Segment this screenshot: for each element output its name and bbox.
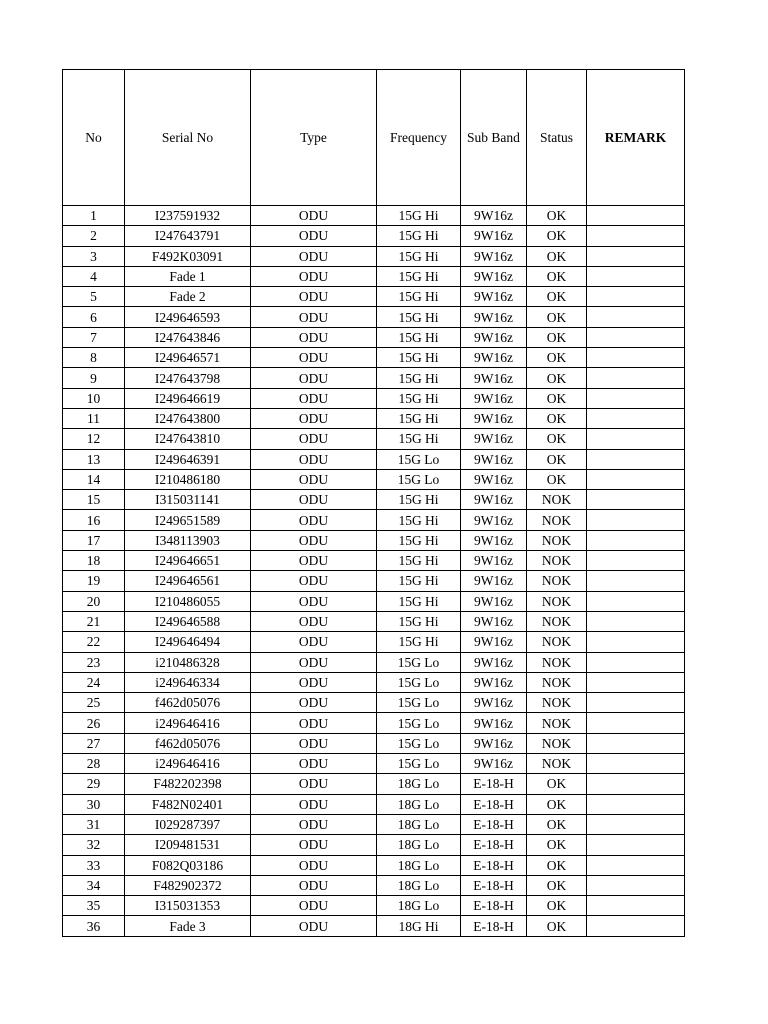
- cell-type: ODU: [251, 327, 377, 347]
- cell-sub-band: 9W16z: [461, 733, 527, 753]
- cell-no: 17: [63, 530, 125, 550]
- cell-frequency: 18G Lo: [377, 835, 461, 855]
- cell-type: ODU: [251, 916, 377, 936]
- table-row: [63, 794, 685, 814]
- cell-status: OK: [527, 287, 587, 307]
- cell-status: OK: [527, 348, 587, 368]
- cell-no: 25: [63, 693, 125, 713]
- cell-serial-no: I249646593: [125, 307, 251, 327]
- cell-status: OK: [527, 226, 587, 246]
- cell-frequency: 15G Hi: [377, 246, 461, 266]
- cell-sub-band: 9W16z: [461, 591, 527, 611]
- table-row: [63, 916, 685, 936]
- cell-type: ODU: [251, 388, 377, 408]
- cell-no: 34: [63, 875, 125, 895]
- table-header: [63, 70, 685, 206]
- cell-no: 10: [63, 388, 125, 408]
- cell-no: 26: [63, 713, 125, 733]
- cell-status: NOK: [527, 652, 587, 672]
- cell-sub-band: 9W16z: [461, 754, 527, 774]
- cell-serial-no: I315031353: [125, 896, 251, 916]
- cell-no: 9: [63, 368, 125, 388]
- cell-frequency: 15G Hi: [377, 327, 461, 347]
- cell-sub-band: 9W16z: [461, 490, 527, 510]
- header-type: Type: [251, 70, 377, 206]
- inventory-table: [62, 69, 685, 937]
- cell-frequency: 15G Hi: [377, 571, 461, 591]
- cell-frequency: 15G Hi: [377, 287, 461, 307]
- cell-sub-band: 9W16z: [461, 266, 527, 286]
- cell-serial-no: I315031141: [125, 490, 251, 510]
- cell-type: ODU: [251, 591, 377, 611]
- cell-status: NOK: [527, 490, 587, 510]
- table-row: [63, 408, 685, 428]
- cell-no: 11: [63, 408, 125, 428]
- cell-remark: [587, 916, 685, 936]
- cell-serial-no: I247643798: [125, 368, 251, 388]
- cell-sub-band: E-18-H: [461, 855, 527, 875]
- cell-status: OK: [527, 246, 587, 266]
- cell-type: ODU: [251, 510, 377, 530]
- cell-sub-band: 9W16z: [461, 206, 527, 226]
- cell-serial-no: I348113903: [125, 530, 251, 550]
- cell-sub-band: 9W16z: [461, 226, 527, 246]
- cell-type: ODU: [251, 754, 377, 774]
- cell-no: 5: [63, 287, 125, 307]
- cell-type: ODU: [251, 693, 377, 713]
- table-row: [63, 307, 685, 327]
- cell-sub-band: 9W16z: [461, 307, 527, 327]
- cell-status: OK: [527, 388, 587, 408]
- table-row: [63, 368, 685, 388]
- cell-serial-no: I249646571: [125, 348, 251, 368]
- table-row: [63, 896, 685, 916]
- table-row: [63, 348, 685, 368]
- cell-type: ODU: [251, 408, 377, 428]
- table-row: [63, 611, 685, 631]
- table-row: [63, 287, 685, 307]
- cell-remark: [587, 835, 685, 855]
- cell-serial-no: f462d05076: [125, 693, 251, 713]
- cell-sub-band: 9W16z: [461, 510, 527, 530]
- table-row: [63, 510, 685, 530]
- cell-type: ODU: [251, 632, 377, 652]
- table-row: [63, 591, 685, 611]
- cell-status: OK: [527, 408, 587, 428]
- cell-status: NOK: [527, 713, 587, 733]
- cell-no: 6: [63, 307, 125, 327]
- cell-frequency: 15G Hi: [377, 490, 461, 510]
- cell-serial-no: I209481531: [125, 835, 251, 855]
- cell-status: OK: [527, 855, 587, 875]
- cell-status: OK: [527, 206, 587, 226]
- cell-type: ODU: [251, 896, 377, 916]
- cell-type: ODU: [251, 794, 377, 814]
- cell-remark: [587, 774, 685, 794]
- cell-serial-no: I249646561: [125, 571, 251, 591]
- table-row: [63, 327, 685, 347]
- cell-sub-band: 9W16z: [461, 348, 527, 368]
- cell-no: 23: [63, 652, 125, 672]
- cell-type: ODU: [251, 206, 377, 226]
- cell-remark: [587, 348, 685, 368]
- cell-no: 36: [63, 916, 125, 936]
- cell-no: 29: [63, 774, 125, 794]
- cell-status: OK: [527, 794, 587, 814]
- cell-no: 2: [63, 226, 125, 246]
- cell-frequency: 15G Hi: [377, 348, 461, 368]
- cell-status: OK: [527, 307, 587, 327]
- cell-no: 14: [63, 469, 125, 489]
- cell-frequency: 15G Hi: [377, 530, 461, 550]
- cell-sub-band: 9W16z: [461, 246, 527, 266]
- cell-remark: [587, 875, 685, 895]
- cell-frequency: 18G Lo: [377, 774, 461, 794]
- cell-type: ODU: [251, 348, 377, 368]
- cell-type: ODU: [251, 551, 377, 571]
- cell-type: ODU: [251, 652, 377, 672]
- cell-type: ODU: [251, 875, 377, 895]
- cell-type: ODU: [251, 226, 377, 246]
- cell-status: NOK: [527, 611, 587, 631]
- cell-no: 24: [63, 672, 125, 692]
- cell-remark: [587, 307, 685, 327]
- cell-frequency: 15G Hi: [377, 632, 461, 652]
- cell-serial-no: Fade 2: [125, 287, 251, 307]
- cell-remark: [587, 632, 685, 652]
- cell-serial-no: I210486055: [125, 591, 251, 611]
- cell-status: NOK: [527, 672, 587, 692]
- cell-sub-band: E-18-H: [461, 896, 527, 916]
- table-row: [63, 855, 685, 875]
- cell-remark: [587, 510, 685, 530]
- cell-frequency: 15G Lo: [377, 449, 461, 469]
- table-row: [63, 429, 685, 449]
- cell-status: NOK: [527, 530, 587, 550]
- cell-status: NOK: [527, 571, 587, 591]
- cell-remark: [587, 206, 685, 226]
- cell-remark: [587, 287, 685, 307]
- table-row: [63, 530, 685, 550]
- table-row: [63, 449, 685, 469]
- header-remark: REMARK: [587, 70, 685, 206]
- cell-remark: [587, 368, 685, 388]
- cell-sub-band: 9W16z: [461, 287, 527, 307]
- cell-status: NOK: [527, 510, 587, 530]
- table-row: [63, 672, 685, 692]
- cell-status: OK: [527, 449, 587, 469]
- cell-no: 30: [63, 794, 125, 814]
- cell-serial-no: I237591932: [125, 206, 251, 226]
- cell-frequency: 18G Lo: [377, 794, 461, 814]
- table-row: [63, 835, 685, 855]
- cell-frequency: 15G Lo: [377, 713, 461, 733]
- cell-frequency: 15G Lo: [377, 754, 461, 774]
- cell-serial-no: f462d05076: [125, 733, 251, 753]
- cell-type: ODU: [251, 733, 377, 753]
- cell-no: 4: [63, 266, 125, 286]
- cell-no: 3: [63, 246, 125, 266]
- cell-frequency: 15G Hi: [377, 551, 461, 571]
- cell-type: ODU: [251, 307, 377, 327]
- cell-type: ODU: [251, 611, 377, 631]
- cell-type: ODU: [251, 530, 377, 550]
- cell-sub-band: 9W16z: [461, 327, 527, 347]
- table-row: [63, 632, 685, 652]
- cell-no: 27: [63, 733, 125, 753]
- cell-sub-band: E-18-H: [461, 814, 527, 834]
- table-row: [63, 713, 685, 733]
- cell-sub-band: 9W16z: [461, 449, 527, 469]
- cell-sub-band: 9W16z: [461, 672, 527, 692]
- cell-serial-no: Fade 1: [125, 266, 251, 286]
- cell-status: OK: [527, 368, 587, 388]
- table-row: [63, 206, 685, 226]
- cell-remark: [587, 794, 685, 814]
- cell-no: 1: [63, 206, 125, 226]
- cell-serial-no: I249646651: [125, 551, 251, 571]
- cell-type: ODU: [251, 469, 377, 489]
- cell-status: NOK: [527, 733, 587, 753]
- cell-no: 16: [63, 510, 125, 530]
- cell-type: ODU: [251, 571, 377, 591]
- cell-serial-no: i249646416: [125, 754, 251, 774]
- cell-remark: [587, 530, 685, 550]
- cell-frequency: 18G Lo: [377, 875, 461, 895]
- cell-no: 28: [63, 754, 125, 774]
- table-row: [63, 814, 685, 834]
- cell-frequency: 15G Hi: [377, 429, 461, 449]
- cell-sub-band: E-18-H: [461, 875, 527, 895]
- table-row: [63, 266, 685, 286]
- cell-status: NOK: [527, 632, 587, 652]
- cell-serial-no: F482902372: [125, 875, 251, 895]
- cell-type: ODU: [251, 449, 377, 469]
- cell-status: NOK: [527, 754, 587, 774]
- table-row: [63, 469, 685, 489]
- cell-remark: [587, 591, 685, 611]
- header-no: No: [63, 70, 125, 206]
- cell-sub-band: 9W16z: [461, 693, 527, 713]
- cell-no: 18: [63, 551, 125, 571]
- cell-remark: [587, 652, 685, 672]
- cell-frequency: 15G Hi: [377, 226, 461, 246]
- table-row: [63, 754, 685, 774]
- cell-no: 7: [63, 327, 125, 347]
- cell-type: ODU: [251, 814, 377, 834]
- table-row: [63, 490, 685, 510]
- cell-remark: [587, 896, 685, 916]
- cell-frequency: 15G Hi: [377, 307, 461, 327]
- cell-status: NOK: [527, 693, 587, 713]
- cell-type: ODU: [251, 266, 377, 286]
- cell-remark: [587, 855, 685, 875]
- table-row: [63, 774, 685, 794]
- header-status: Status: [527, 70, 587, 206]
- table-row: [63, 571, 685, 591]
- cell-remark: [587, 551, 685, 571]
- cell-serial-no: I247643791: [125, 226, 251, 246]
- cell-remark: [587, 388, 685, 408]
- cell-status: NOK: [527, 591, 587, 611]
- cell-no: 20: [63, 591, 125, 611]
- cell-sub-band: E-18-H: [461, 916, 527, 936]
- cell-type: ODU: [251, 835, 377, 855]
- cell-sub-band: 9W16z: [461, 713, 527, 733]
- cell-sub-band: 9W16z: [461, 632, 527, 652]
- table-row: [63, 693, 685, 713]
- cell-frequency: 15G Lo: [377, 672, 461, 692]
- cell-frequency: 15G Lo: [377, 693, 461, 713]
- cell-no: 8: [63, 348, 125, 368]
- cell-frequency: 15G Hi: [377, 611, 461, 631]
- cell-sub-band: E-18-H: [461, 835, 527, 855]
- cell-type: ODU: [251, 429, 377, 449]
- cell-frequency: 18G Lo: [377, 814, 461, 834]
- table-body: [63, 206, 685, 937]
- cell-sub-band: 9W16z: [461, 368, 527, 388]
- cell-type: ODU: [251, 287, 377, 307]
- cell-frequency: 15G Hi: [377, 591, 461, 611]
- cell-frequency: 15G Hi: [377, 388, 461, 408]
- cell-serial-no: I247643846: [125, 327, 251, 347]
- cell-status: OK: [527, 814, 587, 834]
- cell-remark: [587, 571, 685, 591]
- cell-status: OK: [527, 774, 587, 794]
- cell-type: ODU: [251, 368, 377, 388]
- table-row: [63, 246, 685, 266]
- cell-no: 12: [63, 429, 125, 449]
- cell-sub-band: E-18-H: [461, 774, 527, 794]
- cell-sub-band: 9W16z: [461, 388, 527, 408]
- cell-remark: [587, 226, 685, 246]
- cell-frequency: 15G Lo: [377, 733, 461, 753]
- cell-status: OK: [527, 916, 587, 936]
- cell-sub-band: E-18-H: [461, 794, 527, 814]
- cell-no: 31: [63, 814, 125, 834]
- table-row: [63, 551, 685, 571]
- cell-remark: [587, 672, 685, 692]
- cell-sub-band: 9W16z: [461, 530, 527, 550]
- cell-frequency: 15G Hi: [377, 408, 461, 428]
- cell-remark: [587, 754, 685, 774]
- cell-no: 33: [63, 855, 125, 875]
- table-row: [63, 226, 685, 246]
- cell-type: ODU: [251, 246, 377, 266]
- cell-frequency: 18G Hi: [377, 916, 461, 936]
- header-sub-band: Sub Band: [461, 70, 527, 206]
- cell-type: ODU: [251, 774, 377, 794]
- cell-status: OK: [527, 429, 587, 449]
- cell-remark: [587, 469, 685, 489]
- cell-remark: [587, 327, 685, 347]
- cell-frequency: 15G Hi: [377, 266, 461, 286]
- cell-remark: [587, 490, 685, 510]
- header-row: [63, 70, 685, 206]
- cell-frequency: 15G Lo: [377, 469, 461, 489]
- cell-serial-no: I249646391: [125, 449, 251, 469]
- cell-sub-band: 9W16z: [461, 429, 527, 449]
- cell-serial-no: F082Q03186: [125, 855, 251, 875]
- cell-sub-band: 9W16z: [461, 469, 527, 489]
- cell-status: OK: [527, 266, 587, 286]
- cell-frequency: 15G Hi: [377, 510, 461, 530]
- cell-no: 21: [63, 611, 125, 631]
- cell-frequency: 15G Lo: [377, 652, 461, 672]
- cell-sub-band: 9W16z: [461, 611, 527, 631]
- cell-sub-band: 9W16z: [461, 551, 527, 571]
- cell-serial-no: F482202398: [125, 774, 251, 794]
- header-serial-no: Serial No: [125, 70, 251, 206]
- cell-frequency: 18G Lo: [377, 855, 461, 875]
- table-row: [63, 388, 685, 408]
- cell-remark: [587, 611, 685, 631]
- cell-no: 15: [63, 490, 125, 510]
- cell-remark: [587, 814, 685, 834]
- cell-status: OK: [527, 469, 587, 489]
- table-row: [63, 733, 685, 753]
- cell-remark: [587, 408, 685, 428]
- cell-status: OK: [527, 875, 587, 895]
- cell-remark: [587, 713, 685, 733]
- cell-no: 35: [63, 896, 125, 916]
- cell-serial-no: I210486180: [125, 469, 251, 489]
- cell-status: OK: [527, 835, 587, 855]
- cell-remark: [587, 733, 685, 753]
- cell-serial-no: F492K03091: [125, 246, 251, 266]
- cell-remark: [587, 693, 685, 713]
- cell-serial-no: I249646494: [125, 632, 251, 652]
- cell-remark: [587, 449, 685, 469]
- cell-serial-no: I249651589: [125, 510, 251, 530]
- cell-serial-no: Fade 3: [125, 916, 251, 936]
- cell-type: ODU: [251, 713, 377, 733]
- cell-no: 19: [63, 571, 125, 591]
- cell-type: ODU: [251, 855, 377, 875]
- cell-frequency: 15G Hi: [377, 206, 461, 226]
- cell-serial-no: F482N02401: [125, 794, 251, 814]
- cell-serial-no: i210486328: [125, 652, 251, 672]
- table-row: [63, 875, 685, 895]
- cell-no: 22: [63, 632, 125, 652]
- header-frequency: Frequency: [377, 70, 461, 206]
- cell-remark: [587, 246, 685, 266]
- cell-status: OK: [527, 896, 587, 916]
- cell-sub-band: 9W16z: [461, 571, 527, 591]
- cell-serial-no: I249646619: [125, 388, 251, 408]
- cell-sub-band: 9W16z: [461, 652, 527, 672]
- cell-serial-no: I247643800: [125, 408, 251, 428]
- cell-serial-no: i249646416: [125, 713, 251, 733]
- cell-sub-band: 9W16z: [461, 408, 527, 428]
- cell-no: 13: [63, 449, 125, 469]
- cell-serial-no: I247643810: [125, 429, 251, 449]
- cell-serial-no: I029287397: [125, 814, 251, 834]
- cell-status: NOK: [527, 551, 587, 571]
- cell-type: ODU: [251, 672, 377, 692]
- table-row: [63, 652, 685, 672]
- cell-remark: [587, 266, 685, 286]
- cell-frequency: 18G Lo: [377, 896, 461, 916]
- cell-status: OK: [527, 327, 587, 347]
- cell-serial-no: I249646588: [125, 611, 251, 631]
- cell-frequency: 15G Hi: [377, 368, 461, 388]
- cell-serial-no: i249646334: [125, 672, 251, 692]
- cell-remark: [587, 429, 685, 449]
- cell-type: ODU: [251, 490, 377, 510]
- cell-no: 32: [63, 835, 125, 855]
